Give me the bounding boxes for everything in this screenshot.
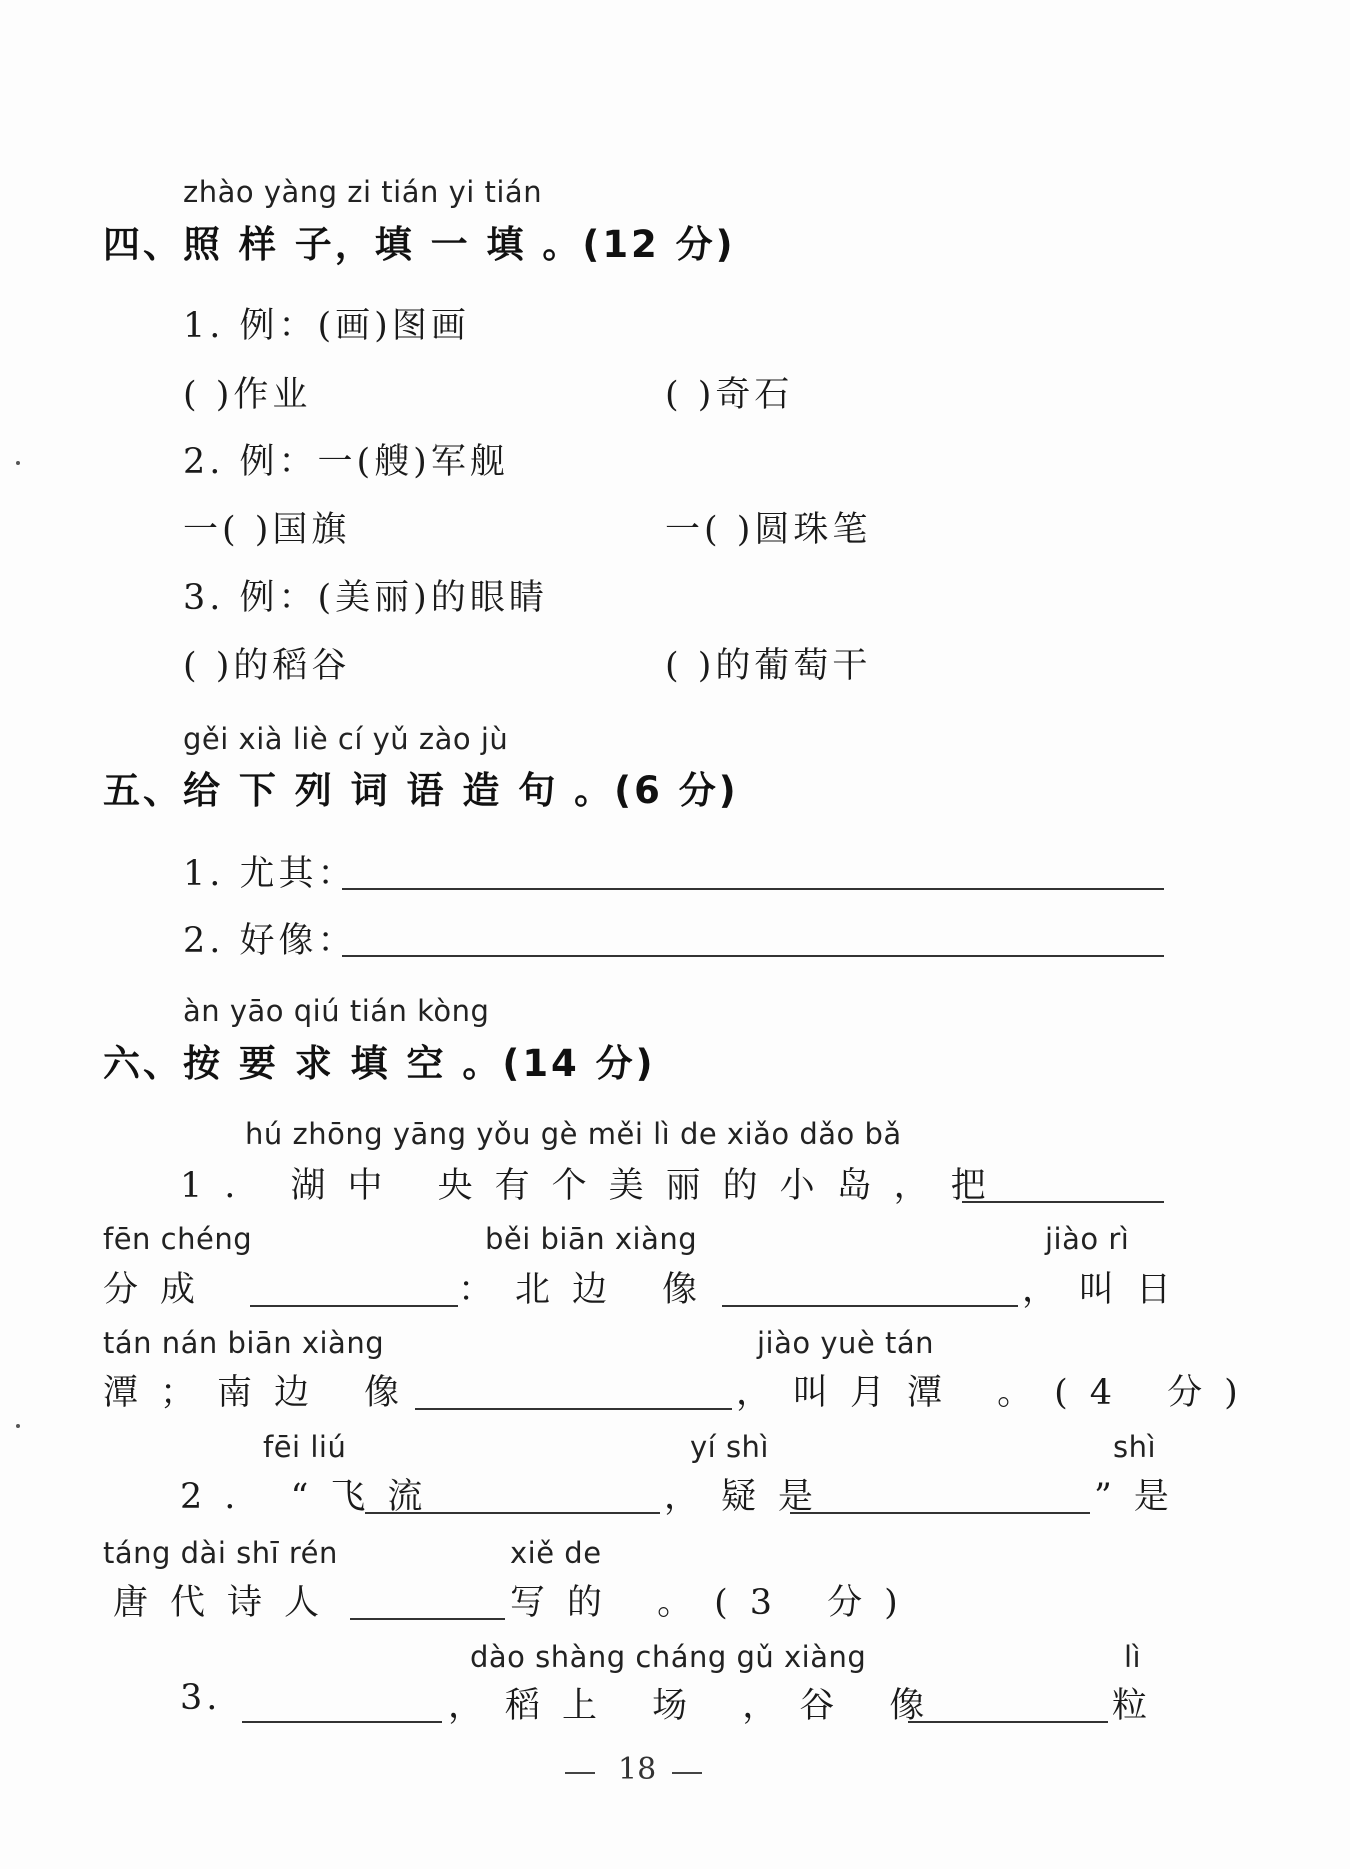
s6-q2-pinyin-c: shì [1113, 1430, 1157, 1464]
s5-pinyin: gěi xià liè cí yǔ zào jù [183, 722, 509, 756]
s4-q3-blank-b: ( )的葡萄干 [665, 646, 872, 686]
s6-q1-blank-4[interactable] [415, 1408, 732, 1410]
s6-q1-pinyin-2a: fēn chéng [103, 1222, 253, 1256]
s6-q2-pinyin-2b: xiě de [510, 1536, 602, 1570]
s6-q3-line-b: ，稻上 场 ，谷 像 [448, 1686, 947, 1726]
s4-pinyin: zhào yàng zi tián yi tián [183, 175, 543, 209]
s6-q3-blank-2[interactable] [908, 1721, 1108, 1723]
s6-q3-pinyin-a: dào shàng cháng gǔ xiàng [470, 1640, 867, 1674]
s6-q1-blank-1[interactable] [962, 1201, 1164, 1203]
s6-q3-blank-1[interactable] [242, 1721, 442, 1723]
s6-q2-line-b: ，疑是 [664, 1477, 836, 1517]
scan-speck [16, 461, 20, 465]
s6-q2-pinyin-b: yí shì [690, 1430, 769, 1464]
s6-q2-line-a: 2. “飞流 [180, 1477, 445, 1517]
s6-q1-pinyin-2c: jiào rì [1045, 1222, 1130, 1256]
s6-q3-pinyin-b: lì [1124, 1640, 1142, 1674]
s6-q2-blank-2[interactable] [790, 1512, 1090, 1514]
s6-q1-pinyin-1: hú zhōng yāng yǒu gè měi lì de xiǎo dǎo bǎ [245, 1117, 902, 1151]
s6-q1-pinyin-3b: jiào yuè tán [757, 1326, 934, 1360]
page-number-dash-left [565, 1772, 595, 1774]
s5-q2-answer-line[interactable] [342, 955, 1164, 957]
s6-q2-line-2b: 写的 。(3 分) [510, 1583, 920, 1623]
s6-q1-blank-2[interactable] [250, 1305, 458, 1307]
s6-q2-blank-1[interactable] [365, 1512, 660, 1514]
s6-q1-line-2a: 分成 [103, 1270, 218, 1310]
s5-q2-label: 2. 好像： [183, 921, 357, 961]
s6-q3-line-a: 3. [180, 1678, 222, 1718]
s4-q3-example: 3. 例：(美丽)的眼睛 [183, 578, 548, 618]
s6-q1-blank-3[interactable] [722, 1305, 1018, 1307]
s6-q1-pinyin-2b: běi biān xiàng [485, 1222, 698, 1256]
s5-q1-answer-line[interactable] [342, 888, 1164, 890]
s6-pinyin: àn yāo qiú tián kòng [183, 994, 490, 1028]
s6-q2-blank-3[interactable] [350, 1618, 505, 1620]
s6-q1-pinyin-3a: tán nán biān xiàng [103, 1326, 385, 1360]
s4-q2-blank-b: 一( )圆珠笔 [665, 510, 872, 550]
s4-heading: 四、照 样 子，填 一 填 。(12 分) [103, 223, 736, 266]
s4-q3-blank-a: ( )的稻谷 [183, 646, 351, 686]
s6-q2-pinyin-a: fēi liú [263, 1430, 347, 1464]
s6-q1-line-3a: 潭；南边 像 [103, 1373, 422, 1413]
s4-q1-blank-a: ( )作业 [183, 375, 312, 415]
page-number: 18 [618, 1752, 657, 1787]
s6-q1-line-3b: ，叫月潭 。(4 分) [736, 1373, 1260, 1413]
s6-q1-line-2c: ，叫日 [1022, 1270, 1194, 1310]
s5-heading: 五、给 下 列 词 语 造 句 。(6 分) [103, 769, 739, 812]
s6-q2-line-2a: 唐代诗人 [113, 1583, 342, 1623]
s6-q1-line-2b: ：北边 像 [458, 1270, 720, 1310]
s4-q2-blank-a: 一( )国旗 [183, 510, 351, 550]
page-number-dash-right [672, 1772, 702, 1774]
s4-q1-example: 1. 例：(画)图画 [183, 306, 470, 346]
scan-speck [16, 1424, 20, 1428]
s5-q1-label: 1. 尤其： [183, 854, 357, 894]
s6-q3-line-c: 粒 [1112, 1686, 1152, 1726]
s6-q1-line-1: 1. 湖中 央有个美丽的小岛，把 [180, 1166, 1008, 1206]
s4-q2-example: 2. 例：一(艘)军舰 [183, 442, 509, 482]
s6-q2-line-c: ”是 [1094, 1477, 1191, 1517]
s6-heading: 六、按 要 求 填 空 。(14 分) [103, 1042, 656, 1085]
s6-q2-pinyin-2a: táng dài shī rén [103, 1536, 338, 1570]
s4-q1-blank-b: ( )奇石 [665, 375, 794, 415]
